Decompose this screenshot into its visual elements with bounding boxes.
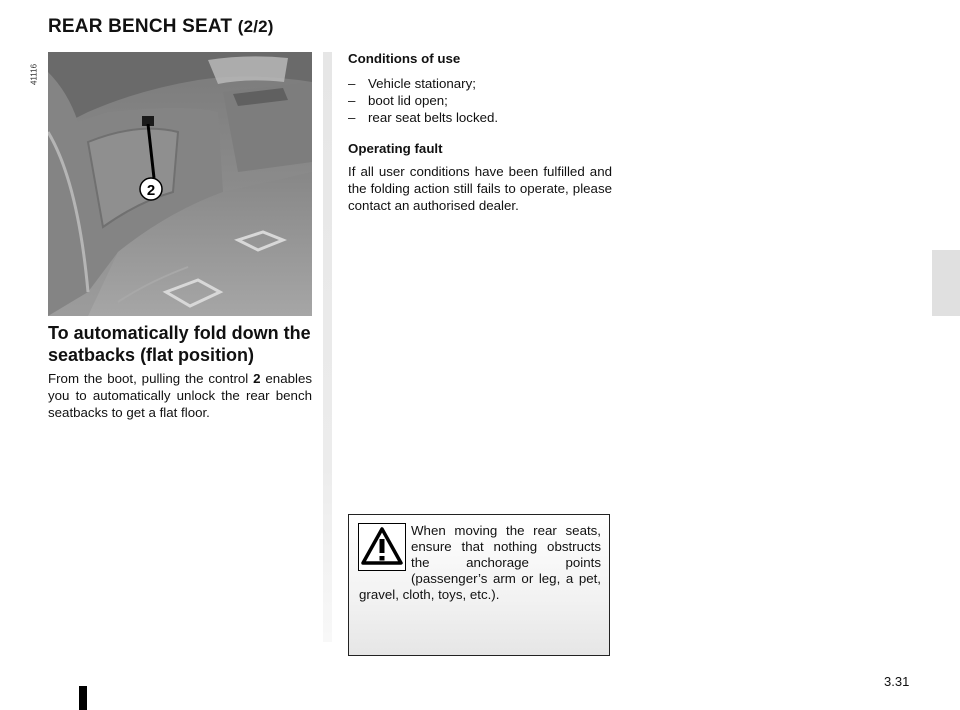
list-item: – rear seat belts locked. [348,110,499,125]
page-title [48,16,274,38]
page-title-suffix: (2/2) [237,17,274,36]
fold-instructions-end: enables you to automatically unlock the rear bench seatbacks to get a flat floor. [48,371,312,420]
list-item: – Vehicle stationary; [348,76,476,91]
page-number: 3.31 [884,674,910,689]
column-divider [323,52,332,642]
fault-text: If all user conditions have been fulfilled and the folding action still fails to operate, please contact an authorised dealer. [348,164,612,213]
fault-heading: Operating fault [348,141,443,156]
figure-reference-number: 41116 [29,63,39,86]
conditions-heading: Conditions of use [348,51,461,66]
boot-illustration [48,52,312,316]
right-column [348,50,612,214]
boot-photo-svg [48,52,312,316]
fold-instructions-start: From the boot, pulling the control [48,371,254,386]
section-heading-fold: To automatically fold down the seatbacks (flat position) [48,323,311,365]
list-item: – boot lid open; [348,93,448,108]
warning-box [348,514,610,656]
fold-instructions [48,370,312,421]
control-ref: 2 [253,371,261,386]
chapter-tab [932,250,960,316]
crop-mark [79,686,87,710]
warning-text: When moving the rear seats, ensure that nothing obstructs the anchorage points (passenger’s arm or leg, a pet, gravel, cloth, toys, etc.). [359,523,601,602]
figure-reference [28,56,40,96]
callout-2: 2 [146,182,156,199]
page-title-text: REAR BENCH SEAT [48,16,233,37]
conditions-list [348,75,612,126]
